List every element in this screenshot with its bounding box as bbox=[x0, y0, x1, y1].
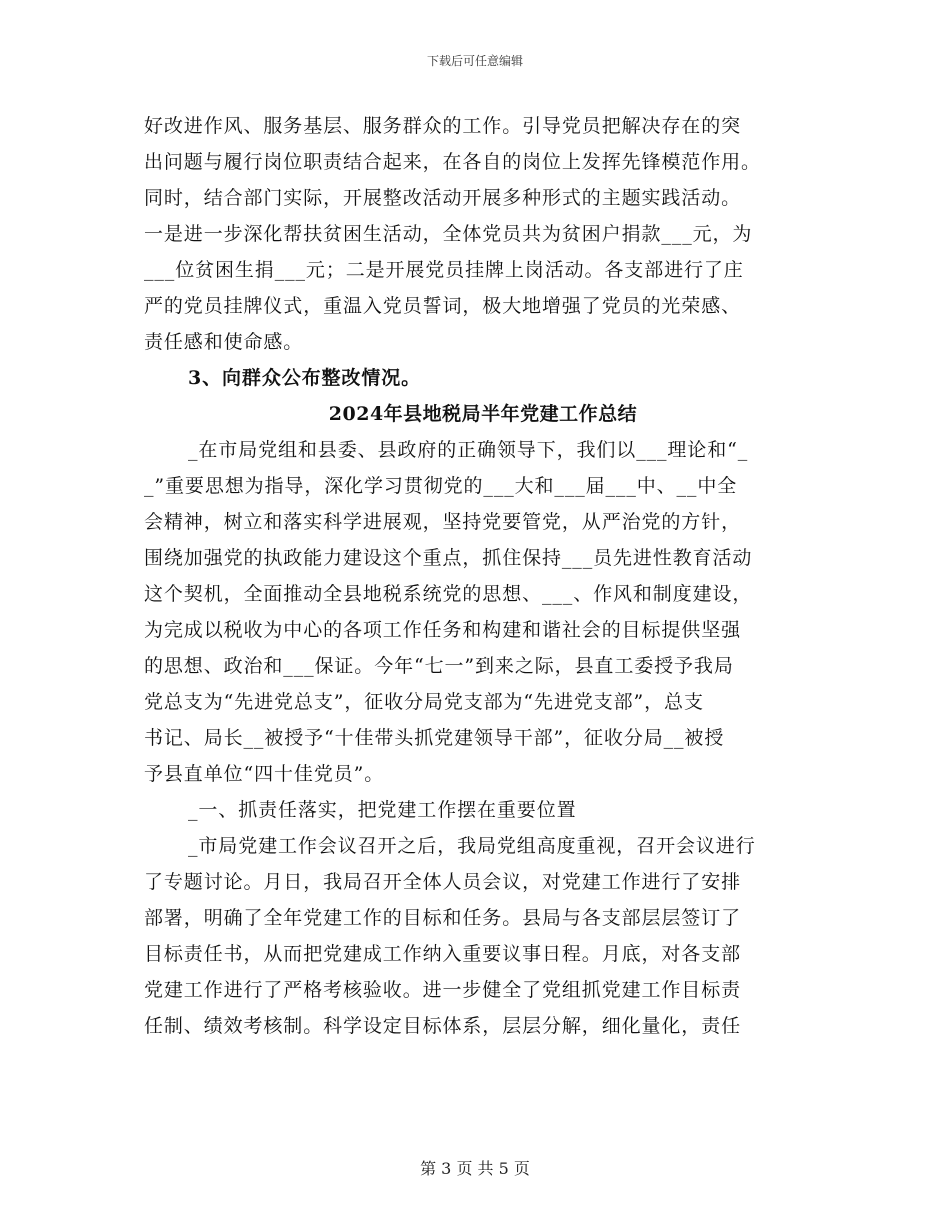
paragraph-line: 围绕加强党的执政能力建设这个重点，抓住保持___员先进性教育活动 bbox=[144, 547, 753, 569]
paragraph-line: 为完成以税收为中心的各项工作任务和构建和谐社会的目标提供坚强 bbox=[144, 619, 742, 641]
paragraph-line: 这个契机，全面推动全县地税系统党的思想、___、作风和制度建设， bbox=[144, 583, 753, 605]
paragraph-line: 书记、局长__被授予“十佳带头抓党建领导干部”，征收分局__被授 bbox=[144, 727, 725, 749]
paragraph-line: 会精神，树立和落实科学进展观，坚持党要管党，从严治党的方针， bbox=[144, 511, 742, 533]
paragraph-line: 好改进作风、服务基层、服务群众的工作。引导党员把解决存在的突 bbox=[144, 115, 742, 137]
page-footer: 第 3 页 共 5 页 bbox=[420, 1159, 530, 1178]
page-header: 下载后可任意编辑 bbox=[426, 54, 523, 68]
paragraph-line: _市局党建工作会议召开之后，我局党组高度重视，召开会议进行 bbox=[188, 835, 756, 857]
paragraph-line: 了专题讨论。月日，我局召开全体人员会议，对党建工作进行了安排 bbox=[144, 871, 742, 893]
paragraph-line: 予县直单位“四十佳党员”。 bbox=[144, 763, 385, 785]
paragraph-line: 同时，结合部门实际，开展整改活动开展多种形式的主题实践活动。 bbox=[144, 187, 742, 209]
paragraph-line: ___位贫困生捐___元；二是开展党员挂牌上岗活动。各支部进行了庄 bbox=[144, 259, 744, 281]
paragraph-line: 党总支为“先进党总支”，征收分局党支部为“先进党支部”，总支 bbox=[144, 691, 704, 713]
paragraph-line: 任制、绩效考核制。科学设定目标体系，层层分解，细化量化，责任 bbox=[144, 1015, 742, 1037]
paragraph-line: 部署，明确了全年党建工作的目标和任务。县局与各支部层层签订了 bbox=[144, 907, 742, 929]
paragraph-line: _在市局党组和县委、县政府的正确领导下，我们以___理论和“_ bbox=[188, 439, 749, 461]
paragraph-line: 出问题与履行岗位职责结合起来，在各自的岗位上发挥先锋模范作用。 bbox=[144, 151, 761, 173]
section-heading: _一、抓责任落实，把党建工作摆在重要位置 bbox=[188, 799, 577, 821]
paragraph-line: 目标责任书，从而把党建成工作纳入重要议事日程。月底，对各支部 bbox=[144, 943, 742, 965]
paragraph-line: 的思想、政治和___保证。今年“七一”到来之际，县直工委授予我局 bbox=[144, 655, 734, 677]
document-body bbox=[144, 108, 812, 1044]
paragraph-line: 党建工作进行了严格考核验收。进一步健全了党组抓党建工作目标责 bbox=[144, 979, 742, 1001]
paragraph-line: 严的党员挂牌仪式，重温入党员誓词，极大地增强了党员的光荣感、 bbox=[144, 295, 742, 317]
document-title: 2024年县地税局半年党建工作总结 bbox=[328, 403, 638, 425]
paragraph-line: 一是进一步深化帮扶贫困生活动，全体党员共为贫困户捐款___元，为 bbox=[144, 223, 753, 245]
paragraph-line: _”重要思想为指导，深化学习贯彻党的___大和___届___中、__中全 bbox=[144, 475, 738, 497]
item-heading: 3、向群众公布整改情况。 bbox=[188, 367, 422, 389]
paragraph-line: 责任感和使命感。 bbox=[144, 331, 304, 353]
